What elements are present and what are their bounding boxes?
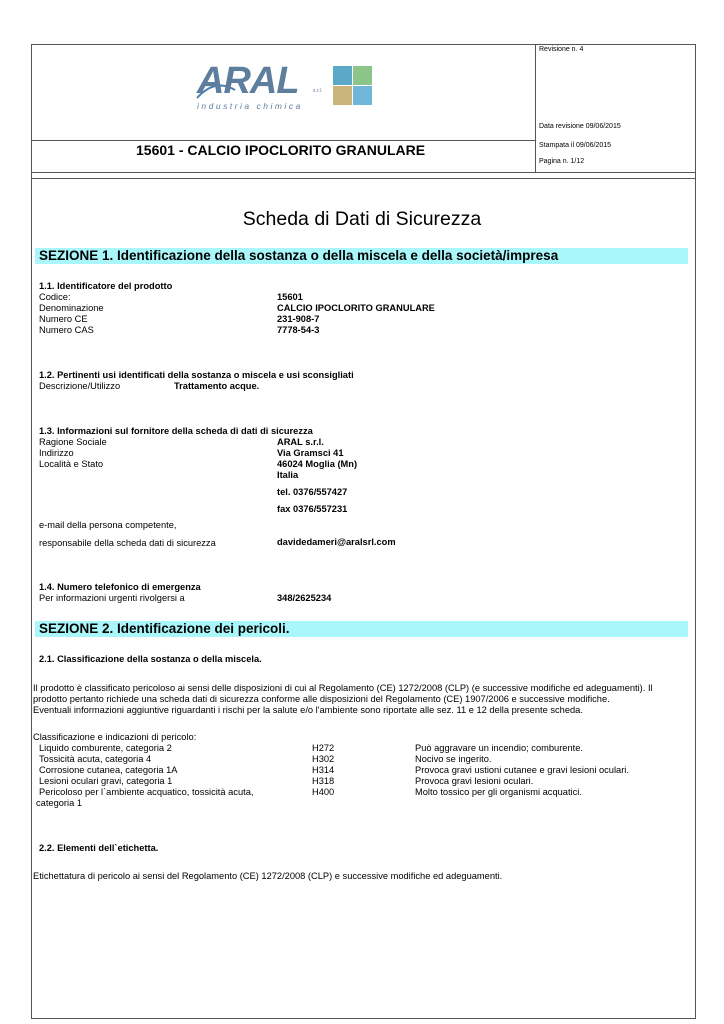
page-number: Pagina n. 1/12 [539,158,585,165]
cas-label: Numero CAS [39,325,94,335]
usage-label: Descrizione/Utilizzo [39,381,121,391]
company-value: ARAL s.r.l. [277,437,324,447]
code-label: Codice: [39,292,71,302]
s11-heading: 1.1. Identificatore del prodotto [39,281,173,291]
fax-value: fax 0376/557231 [277,504,348,514]
company-logo [195,60,385,114]
revision-date: Data revisione 09/06/2015 [539,123,621,130]
emergency-label: Per informazioni urgenti rivolgersi a [39,593,185,603]
phone-value: tel. 0376/557427 [277,487,348,497]
hazard-description: Può aggravare un incendio; comburente. [415,743,583,753]
s14-heading: 1.4. Numero telefonico di emergenza [39,582,201,592]
header-divider-vertical [535,44,536,172]
section-2-title: SEZIONE 2. Identificazione dei pericoli. [35,621,688,637]
hazard-category: Tossicità acuta, categoria 4 [39,754,152,764]
code-value: 15601 [277,292,303,302]
hazard-category: Corrosione cutanea, categoria 1A [39,765,178,775]
hazard-code: H272 [312,743,335,753]
hazard-category: Liquido comburente, categoria 2 [39,743,172,753]
header-divider-title [31,140,535,141]
email-value[interactable]: davidedameri@aralsrl.com [277,537,396,547]
hazard-category: Lesioni oculari gravi, categoria 1 [39,776,173,786]
s21-paragraph-line2: prodotto pertanto richiede una scheda dati di sicurezza conforme alle disposizioni del Regolamento (CE) 1907/2006 e successive modifiche. [33,694,610,704]
email-label-line2: responsabile della scheda dati di sicurezza [39,538,216,548]
header-divider-bottom [31,172,696,173]
print-date: Stampata il 09/06/2015 [539,142,611,149]
s22-text: Etichettatura di pericolo ai sensi del Regolamento (CE) 1272/2008 (CLP) e successive modifiche ed adeguamenti. [33,871,503,881]
hazard-description: Provoca gravi ustioni cutanee e gravi lesioni oculari. [415,765,629,775]
address-label: Indirizzo [39,448,74,458]
email-label-line1: e-mail della persona competente, [39,520,177,530]
hazard-code: H400 [312,787,335,797]
s21-paragraph-line3: Eventuali informazioni aggiuntive riguardanti i rischi per la salute e/o l'ambiente sono riportate alle sez. 11 e 12 della presente scheda. [33,705,583,715]
company-label: Ragione Sociale [39,437,107,447]
country-value: Italia [277,470,299,480]
s13-heading: 1.3. Informazioni sul fornitore della scheda di dati di sicurezza [39,426,313,436]
section-1-title: SEZIONE 1. Identificazione della sostanza o della miscela e della società/impresa [35,248,688,264]
name-label: Denominazione [39,303,104,313]
hazard-description: Molto tossico per gli organismi acquatici. [415,787,582,797]
hazard-category-continued: categoria 1 [36,798,82,808]
hazard-code: H314 [312,765,335,775]
ce-value: 231-908-7 [277,314,320,324]
address-value: Via Gramsci 41 [277,448,344,458]
locality-label: Località e Stato [39,459,104,469]
hazard-description: Nocivo se ingerito. [415,754,492,764]
logo-wordmark: ARAL [197,60,299,102]
usage-value: Trattamento acque. [174,381,260,391]
locality-value: 46024 Moglia (Mn) [277,459,358,469]
logo-subtitle: industria chimica [197,101,303,111]
hazard-code: H302 [312,754,335,764]
hazard-description: Provoca gravi lesioni oculari. [415,776,534,786]
ce-label: Numero CE [39,314,88,324]
revision-number: Revisione n. 4 [539,46,584,53]
s21-paragraph-line1: Il prodotto è classificato pericoloso ai sensi delle disposizioni di cui al Regolamento (CE) 1272/2008 (CLP) (e successive modifiche ed adeguamenti). Il [33,683,653,693]
product-title: 15601 - CALCIO IPOCLORITO GRANULARE [136,142,426,158]
name-value: CALCIO IPOCLORITO GRANULARE [277,303,435,313]
header-divider-double [31,178,696,179]
logo-suffix: s.r.l. [313,88,323,94]
s21-heading: 2.1. Classificazione della sostanza o della miscela. [39,654,262,664]
cas-value: 7778-54-3 [277,325,320,335]
document-title: Scheda di Dati di Sicurezza [242,208,482,230]
hazard-code: H318 [312,776,335,786]
s12-heading: 1.2. Pertinenti usi identificati della sostanza o miscela e usi sconsigliati [39,370,354,380]
emergency-value: 348/2625234 [277,593,332,603]
s22-heading: 2.2. Elementi dell`etichetta. [39,843,159,853]
classification-heading: Classificazione e indicazioni di pericolo: [33,732,197,742]
hazard-category: Pericoloso per l`ambiente acquatico, tossicità acuta, [39,787,254,797]
